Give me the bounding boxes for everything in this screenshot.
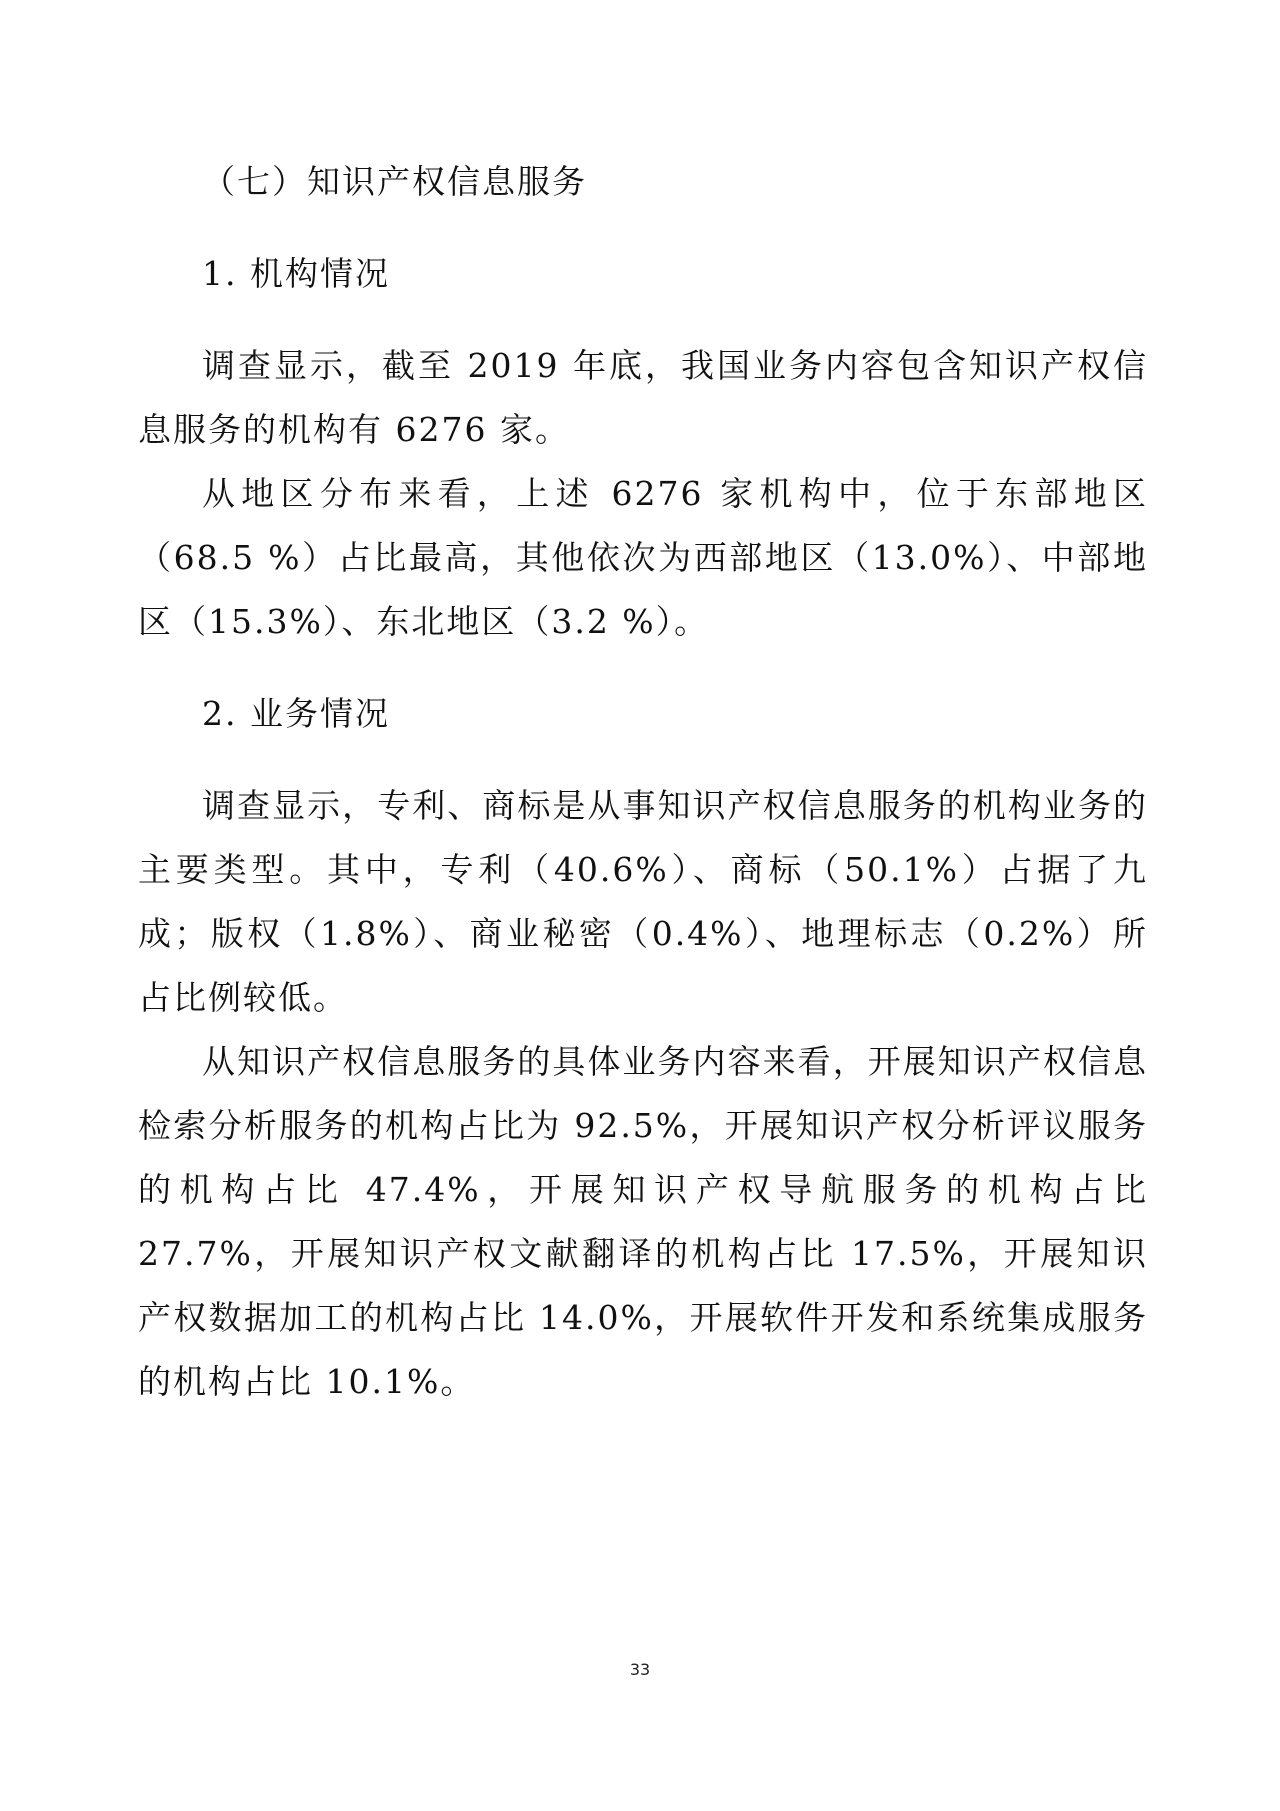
paragraph: 调查显示，截至 2019 年底，我国业务内容包含知识产权信息服务的机构有 6276 家。: [138, 346, 1148, 449]
subsection-title-institutions: 1. 机构情况: [202, 254, 390, 293]
paragraph: 从知识产权信息服务的具体业务内容来看，开展知识产权信息检索分析服务的机构占比为 92.5%，开展知识产权分析评议服务的机构占比 47.4%，开展知识产权导航服务的机构占比 27.7%，开展知识产权文献翻译的机构占比 17.5%，开展知识产权数据加工的机构占比 14.0%，开展软件开发和系统集成服务的机构占比 10.1%。: [138, 1042, 1148, 1401]
paragraph: 调查显示，专利、商标是从事知识产权信息服务的机构业务的主要类型。其中，专利（40.6%）、商标（50.1%）占据了九成；版权（1.8%）、商业秘密（0.4%）、地理标志（0.2%）所占比例较低。: [138, 786, 1148, 1017]
document-body: [138, 150, 1148, 1414]
spacer: [138, 654, 1148, 682]
section-title: （七）知识产权信息服务: [202, 162, 587, 201]
page-number: 33: [629, 1660, 651, 1679]
subsection-title-business: 2. 业务情况: [202, 694, 390, 733]
paragraph: 从地区分布来看，上述 6276 家机构中，位于东部地区（68.5 %）占比最高，其他依次为西部地区（13.0%）、中部地区（15.3%）、东北地区（3.2 %）。: [138, 474, 1148, 641]
